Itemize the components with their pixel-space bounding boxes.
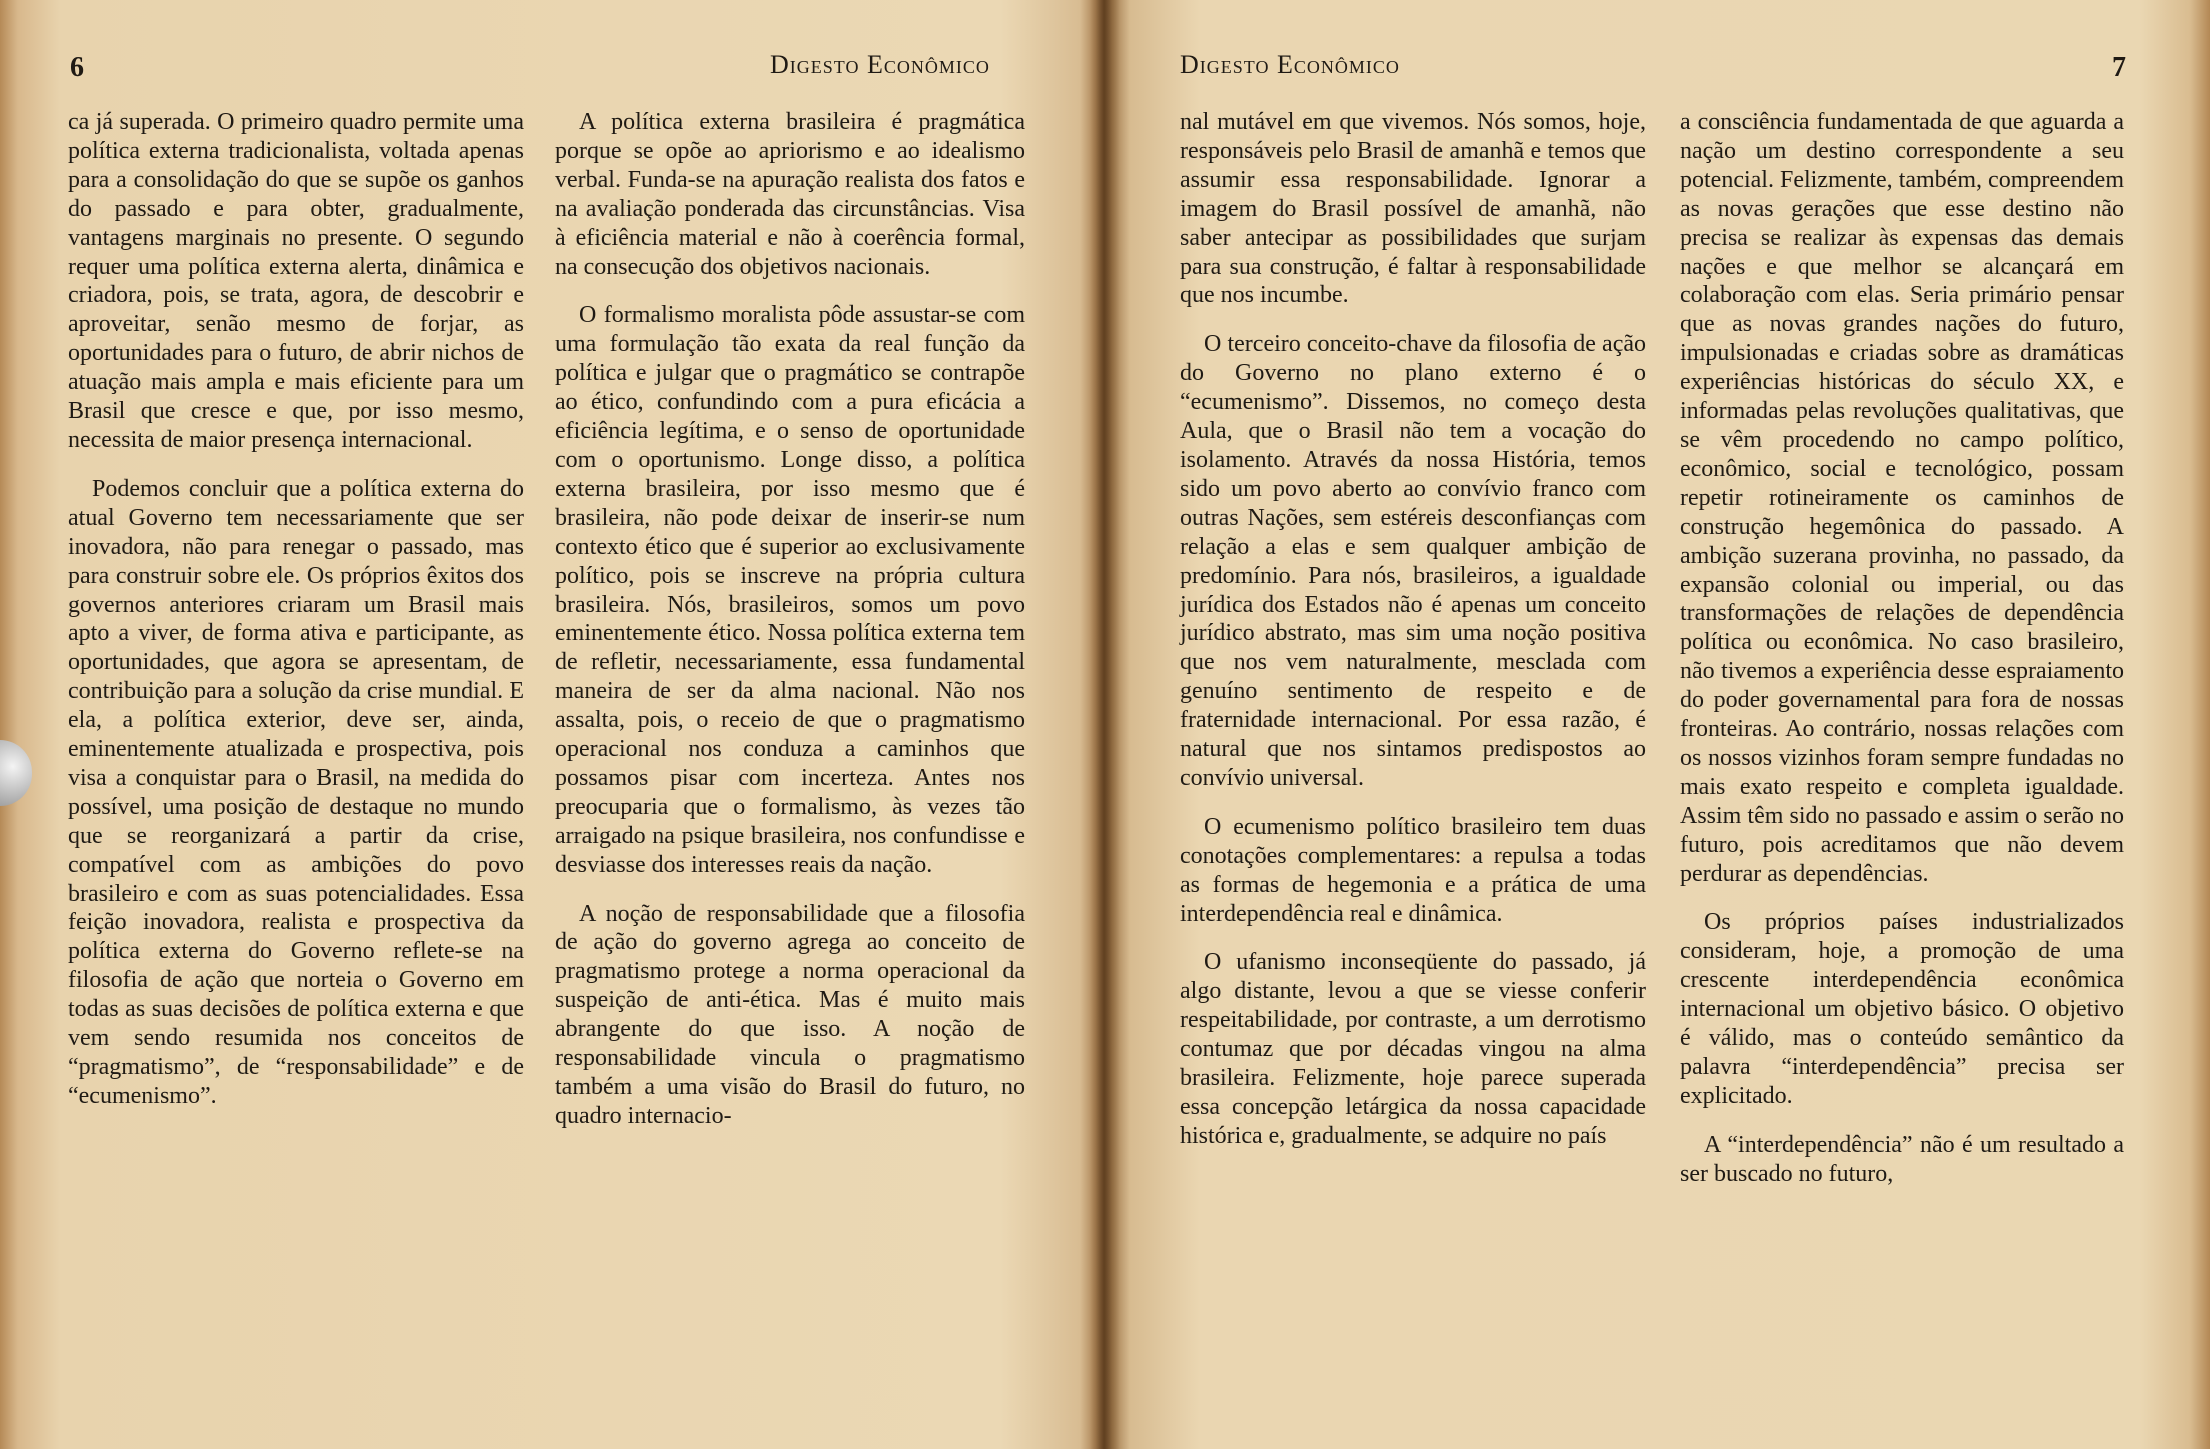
- paragraph: A “interdependência” não é um resultado a ser buscado no futuro,: [1680, 1131, 2124, 1187]
- left-page-number: 6: [70, 52, 84, 83]
- paragraph: nal mutável em que vivemos. Nós somos, hoje, responsáveis pelo Brasil de amanhã e temos que assumir essa responsabilidade. Ignorar a imagem do Brasil possível de amanhã, não saber antecipar as possibilidades que surjam para sua construção, é faltar à responsabilidade que nos incumbe.: [1180, 109, 1646, 309]
- paragraph: Os próprios países industrializados consideram, hoje, a promoção de uma crescente interdependência econômica internacional um objetivo básico. O objetivo é válido, mas o conteúdo semântico da palavra “interdependência” precisa ser explicitado.: [1680, 909, 2124, 1109]
- left-page-column-2: [555, 108, 1025, 1151]
- right-page-header: Digesto Econômico: [1180, 50, 1400, 79]
- paragraph: O formalismo moralista pôde assustar-se com uma formulação tão exata da real função da política e julgar que o pragmático se contrapõe ao ético, confundindo com a pura eficácia a eficiência legítima, e o senso de oportunidade com o oportunismo. Longe disso, a política externa brasileira, por isso mesmo que é brasileira, não pode deixar de inserir-se num contexto ético que é superior ao exclusivamente político, pois se inscreve na própria cultura brasileira. Nós, brasileiros, somos um povo eminentemente ético. Nossa política externa tem de refletir, necessariamente, essa fundamental maneira de ser da alma nacional. Não nos assalta, pois, o receio de que o pragmatismo operacional nos conduza a caminhos que possamos pisar com incerteza. Antes nos preocuparia que o formalismo, às vezes tão arraigado na psique brasileira, nos confundisse e desviasse dos interesses reais da nação.: [555, 302, 1025, 878]
- right-page-column-1: [1180, 108, 1646, 1171]
- paragraph: O ecumenismo político brasileiro tem duas conotações complementares: a repulsa a todas as formas de hegemonia e a prática de uma interdependência real e dinâmica.: [1180, 813, 1646, 927]
- paragraph: Podemos concluir que a política externa do atual Governo tem necessariamente que ser inovadora, não para renegar o passado, mas para construir sobre ele. Os próprios êxitos dos governos anteriores criaram um Brasil mais apto a viver, de forma ativa e participante, as oportunidades, que agora se apresentam, de contribuição para a solução da crise mundial. E ela, a política exterior, deve ser, ainda, eminentemente atualizada e prospectiva, pois visa a conquistar para o Brasil, na medida do possível, uma posição de destaque no mundo que se reorganizará a partir da crise, compatível com as ambições do povo brasileiro e com as suas potencialidades. Essa feição inovadora, realista e prospectiva da política externa do Governo reflete-se na filosofia de ação que norteia o Governo em todas as suas decisões de política externa e que vem sendo resumida nos conceitos de “pragmatismo”, de “responsabilidade” e de “ecumenismo”.: [68, 475, 524, 1109]
- paragraph: A noção de responsabilidade que a filosofia de ação do governo agrega ao conceito de pragmatismo protege a norma operacional da suspeição de anti-ética. Mas é muito mais abrangente do que isso. A noção de responsabilidade vincula o pragmatismo também a uma visão do Brasil do futuro, no quadro internacio-: [555, 900, 1025, 1129]
- right-page-number: 7: [2112, 52, 2126, 83]
- page-tab: [0, 740, 32, 806]
- paragraph: ca já superada. O primeiro quadro permite uma política externa tradicionalista, voltada apenas para a consolidação do que se supõe os ganhos do passado e para obter, gradualmente, vantagens marginais no presente. O segundo requer uma política externa alerta, dinâmica e criadora, pois, se trata, agora, de descobrir e aproveitar, senão mesmo de forjar, as oportunidades para o futuro, de abrir nichos de atuação mais ampla e mais eficiente para um Brasil que cresce e que, por isso mesmo, necessita de maior presença internacional.: [68, 109, 524, 453]
- paragraph: a consciência fundamentada de que aguarda a nação um destino correspondente a seu potencial. Felizmente, também, compreendem as novas gerações que esse destino não precisa se realizar às expensas das demais nações e que melhor se alcançará em colaboração com elas. Seria primário pensar que as novas grandes nações do futuro, impulsionadas e criadas sobre as dramáticas experiências históricas do século XX, e informadas pelas revoluções qualitativas, que se vêm procedendo no campo político, econômico, social e tecnológico, possam repetir rotineiramente os caminhos de construção hegemônica do passado. A ambição suzerana provinha, no passado, da expansão colonial ou imperial, ou das transformações de relações de dependência política ou econômica. No caso brasileiro, não tivemos a experiência desse espraiamento do poder governamental para fora de nossas fronteiras. Ao contrário, nossas relações com os nossos vizinhos foram sempre fundadas no mais exato respeito e completa igualdade. Assim têm sido no passado e assim o serão no futuro, pois acreditamos que não devem perdurar as dependências.: [1680, 109, 2124, 887]
- paragraph: A política externa brasileira é pragmática porque se opõe ao apriorismo e ao idealismo verbal. Funda-se na apuração realista dos fatos e na avaliação ponderada das circunstâncias. Visa à eficiência material e não à coerência formal, na consecução dos objetivos nacionais.: [555, 109, 1025, 280]
- left-page-header: Digesto Econômico: [770, 50, 990, 79]
- book-gutter: [1090, 0, 1120, 1449]
- left-page-column-1: [68, 108, 524, 1131]
- paragraph: O terceiro conceito-chave da filosofia de ação do Governo no plano externo é o “ecumenismo”. Dissemos, no começo desta Aula, que o Brasil não tem a vocação do isolamento. Através da nossa História, temos sido um povo aberto ao convívio franco com outras Nações, sem estéreis desconfianças com relação a elas e sem qualquer ambição de predomínio. Para nós, brasileiros, a igualdade jurídica dos Estados não é apenas um conceito jurídico abstrato, mas sim uma noção positiva que nos vem naturalmente, mesclada com genuíno sentimento de respeito e de fraternidade internacional. Por essa razão, é natural que nos sintamos predispostos ao convívio universal.: [1180, 331, 1646, 791]
- paragraph: O ufanismo inconseqüente do passado, já algo distante, levou a que se viesse conferir respeitabilidade, por contraste, a um derrotismo contumaz que por décadas vingou na alma brasileira. Felizmente, hoje parece superada essa concepção letárgica da nossa capacidade histórica e, gradualmente, se adquire no país: [1180, 949, 1646, 1149]
- right-page-column-2: [1680, 108, 2124, 1209]
